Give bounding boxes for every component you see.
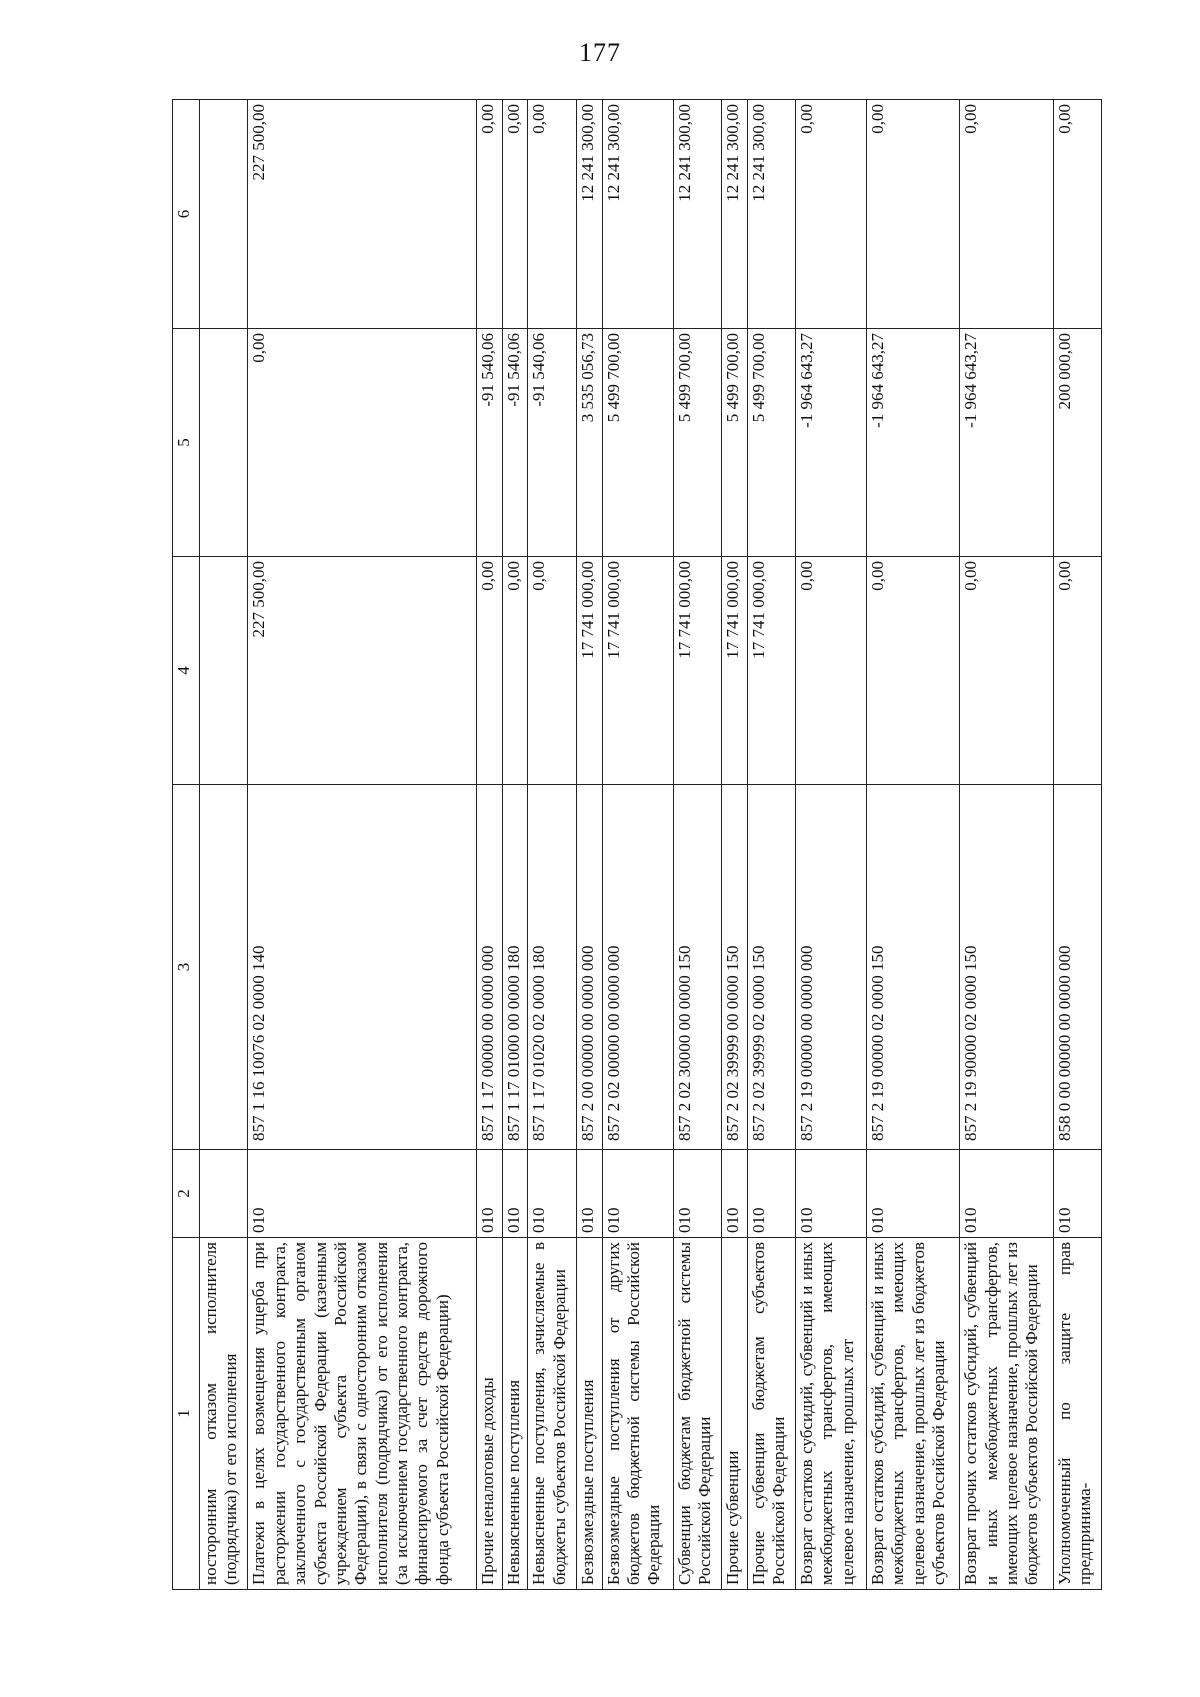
row-name-cell: Безвозмездные поступления: [576, 1238, 602, 1590]
row-name-cell: Прочие неналоговые доходы: [476, 1238, 502, 1590]
header-cell: 2: [173, 1150, 200, 1238]
row-line-code-cell: [200, 1150, 248, 1238]
row-line-code-cell: 010: [866, 1150, 959, 1238]
row-value-cell: 227 500,00: [248, 557, 476, 785]
row-budget-code-cell: 857 1 17 00000 00 0000 000: [476, 785, 502, 1150]
row-value-cell: 0,00: [796, 100, 867, 329]
row-value-cell: 0,00: [476, 100, 502, 329]
row-value-cell: 0,00: [528, 557, 576, 785]
row-value-cell: [200, 329, 248, 557]
row-line-code-cell: 010: [673, 1150, 721, 1238]
row-line-code-cell: 010: [796, 1150, 867, 1238]
row-value-cell: 17 741 000,00: [721, 557, 747, 785]
row-budget-code-cell: [200, 785, 248, 1150]
row-value-cell: 227 500,00: [248, 100, 476, 329]
table-row: [1053, 100, 1101, 1590]
row-name-cell: Невыясненные поступления: [502, 1238, 528, 1590]
row-budget-code-cell: 857 2 02 00000 00 0000 000: [602, 785, 673, 1150]
page-number: 177: [579, 38, 621, 67]
row-value-cell: 0,00: [866, 100, 959, 329]
row-line-code-cell: 010: [960, 1150, 1053, 1238]
row-value-cell: 12 241 300,00: [576, 100, 602, 329]
row-value-cell: 0,00: [1053, 100, 1101, 329]
row-value-cell: 0,00: [960, 100, 1053, 329]
row-line-code-cell: 010: [502, 1150, 528, 1238]
row-value-cell: [200, 100, 248, 329]
row-value-cell: 0,00: [796, 557, 867, 785]
row-budget-code-cell: 857 2 02 39999 02 0000 150: [747, 785, 795, 1150]
row-value-cell: 0,00: [960, 557, 1053, 785]
row-value-cell: 5 499 700,00: [602, 329, 673, 557]
table-row: [602, 100, 673, 1590]
row-value-cell: -91 540,06: [476, 329, 502, 557]
rotated-table-container: [172, 100, 1102, 1590]
row-line-code-cell: 010: [747, 1150, 795, 1238]
header-cell: 1: [173, 1238, 200, 1590]
revenue-table: [172, 99, 1102, 1590]
table-row: [866, 100, 959, 1590]
table-row: [200, 100, 248, 1590]
rotated-table: [172, 100, 1102, 1590]
row-name-cell: Субвенции бюджетам бюджетной системы Российской Федерации: [673, 1238, 721, 1590]
row-budget-code-cell: 857 1 17 01020 02 0000 180: [528, 785, 576, 1150]
row-line-code-cell: 010: [576, 1150, 602, 1238]
header-cell: 6: [173, 100, 200, 329]
row-value-cell: 0,00: [1053, 557, 1101, 785]
row-budget-code-cell: 857 2 02 39999 00 0000 150: [721, 785, 747, 1150]
header-row: [173, 100, 200, 1590]
row-budget-code-cell: 857 2 00 00000 00 0000 000: [576, 785, 602, 1150]
row-value-cell: 0,00: [502, 557, 528, 785]
row-budget-code-cell: 857 2 02 30000 00 0000 150: [673, 785, 721, 1150]
row-value-cell: 5 499 700,00: [747, 329, 795, 557]
row-value-cell: -1 964 643,27: [796, 329, 867, 557]
row-name-cell: Прочие субвенции бюджетам субъектов Российской Федерации: [747, 1238, 795, 1590]
row-value-cell: 12 241 300,00: [602, 100, 673, 329]
row-value-cell: 5 499 700,00: [673, 329, 721, 557]
row-value-cell: 0,00: [528, 100, 576, 329]
row-value-cell: 200 000,00: [1053, 329, 1101, 557]
table-row: [528, 100, 576, 1590]
row-value-cell: 17 741 000,00: [747, 557, 795, 785]
row-value-cell: [200, 557, 248, 785]
row-name-cell: Возврат прочих остатков субсидий, субвенций и иных межбюджетных трансфертов, имеющих целевое назначение, прошлых лет из бюджетов субъектов Российской Федерации: [960, 1238, 1053, 1590]
row-value-cell: 0,00: [248, 329, 476, 557]
row-budget-code-cell: 857 1 17 01000 00 0000 180: [502, 785, 528, 1150]
row-name-cell: Безвозмездные поступления от других бюджетов бюджетной системы Российской Федерации: [602, 1238, 673, 1590]
row-name-cell: Платежи в целях возмещения ущерба при расторжении государственного контракта, заключенного с государственным органом субъекта Российской Федерации (казенным учреждением субъекта Российской Федерации), в связи с односторонним отказом исполнителя (подрядчика) от его исполнения (за исключением государственного контракта, финансируемого за счет средств дорожного фонда субъекта Российской Федерации): [248, 1238, 476, 1590]
row-value-cell: 3 535 056,73: [576, 329, 602, 557]
row-name-cell: Уполномоченный по защите прав предпринима-: [1053, 1238, 1101, 1590]
row-value-cell: -91 540,06: [528, 329, 576, 557]
header-cell: 3: [173, 785, 200, 1150]
row-line-code-cell: 010: [1053, 1150, 1101, 1238]
row-name-cell: Возврат остатков субсидий, субвенций и иных межбюджетных трансфертов, имеющих целевое назначение, прошлых лет: [796, 1238, 867, 1590]
header-cell: 4: [173, 557, 200, 785]
table-row: [960, 100, 1053, 1590]
row-line-code-cell: 010: [476, 1150, 502, 1238]
table-row: [248, 100, 476, 1590]
row-value-cell: 12 241 300,00: [673, 100, 721, 329]
row-line-code-cell: 010: [528, 1150, 576, 1238]
row-value-cell: 12 241 300,00: [721, 100, 747, 329]
row-name-cell: Возврат остатков субсидий, субвенций и иных межбюджетных трансфертов, имеющих целевое назначение, прошлых лет из бюджетов субъектов Российской Федерации: [866, 1238, 959, 1590]
table-row: [576, 100, 602, 1590]
row-value-cell: 0,00: [502, 100, 528, 329]
row-name-cell: носторонним отказом исполнителя (подрядчика) от его исполнения: [200, 1238, 248, 1590]
row-budget-code-cell: 858 0 00 00000 00 0000 000: [1053, 785, 1101, 1150]
row-value-cell: 12 241 300,00: [747, 100, 795, 329]
row-value-cell: 5 499 700,00: [721, 329, 747, 557]
row-value-cell: 17 741 000,00: [673, 557, 721, 785]
row-value-cell: 17 741 000,00: [602, 557, 673, 785]
row-value-cell: 17 741 000,00: [576, 557, 602, 785]
table-row: [796, 100, 867, 1590]
row-line-code-cell: 010: [602, 1150, 673, 1238]
row-budget-code-cell: 857 1 16 10076 02 0000 140: [248, 785, 476, 1150]
row-budget-code-cell: 857 2 19 90000 02 0000 150: [960, 785, 1053, 1150]
table-row: [502, 100, 528, 1590]
row-value-cell: -91 540,06: [502, 329, 528, 557]
row-value-cell: -1 964 643,27: [960, 329, 1053, 557]
table-row: [673, 100, 721, 1590]
table-row: [721, 100, 747, 1590]
table-row: [476, 100, 502, 1590]
row-value-cell: 0,00: [866, 557, 959, 785]
row-name-cell: Прочие субвенции: [721, 1238, 747, 1590]
header-cell: 5: [173, 329, 200, 557]
row-name-cell: Невыясненные поступления, зачисляемые в бюджеты субъектов Российской Федерации: [528, 1238, 576, 1590]
row-value-cell: -1 964 643,27: [866, 329, 959, 557]
row-line-code-cell: 010: [721, 1150, 747, 1238]
table-row: [747, 100, 795, 1590]
row-budget-code-cell: 857 2 19 00000 00 0000 000: [796, 785, 867, 1150]
row-line-code-cell: 010: [248, 1150, 476, 1238]
row-budget-code-cell: 857 2 19 00000 02 0000 150: [866, 785, 959, 1150]
row-value-cell: 0,00: [476, 557, 502, 785]
